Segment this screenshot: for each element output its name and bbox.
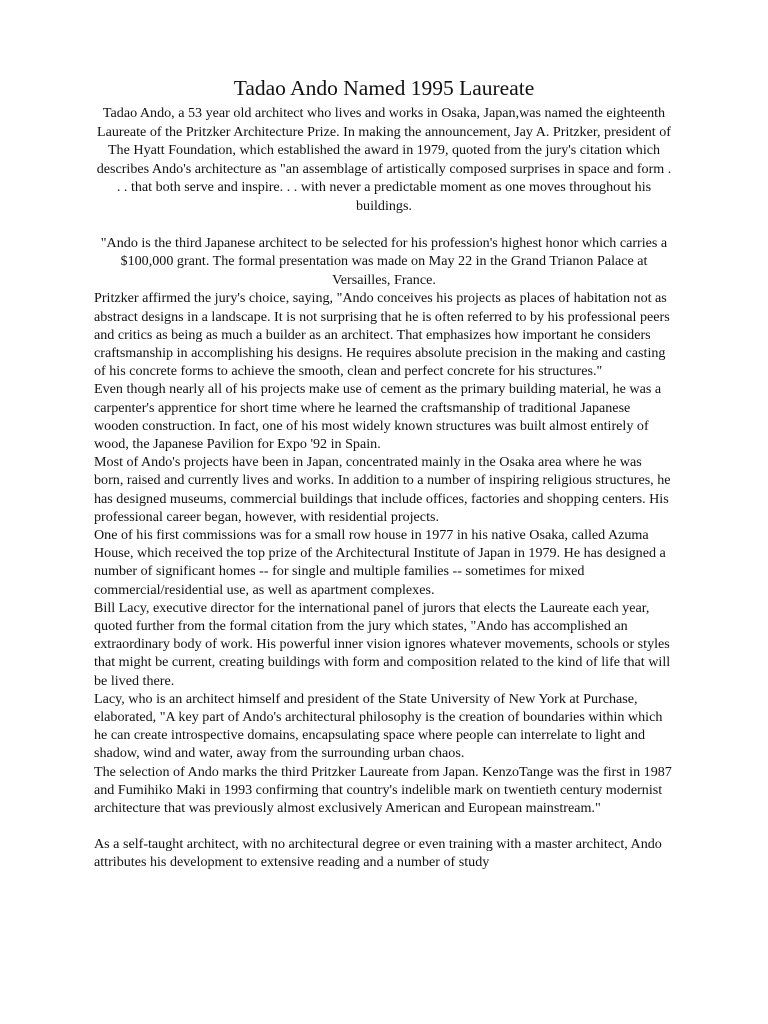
blank-line [94,817,674,835]
blank-line [94,216,674,234]
quote-paragraph: "Ando is the third Japanese architect to be selected for his profession's highest honor which carries a $100,000 grant. The formal presentation was made on May 22 in the Grand Trianon Palace at Versailles, France. [100,234,668,288]
body-paragraph: Most of Ando's projects have been in Japan, concentrated mainly in the Osaka area where he was born, raised and currently lives and works. In addition to a number of inspiring religious structures, he has designed museums, commercial buildings that include offices, factories and shopping centers. His professional career began, however, with residential projects. [94,454,671,525]
body-paragraph: Pritzker affirmed the jury's choice, saying, "Ando conceives his projects as places of habitation not as abstract designs in a landscape. It is not surprising that he is often referred to by his professional peers and critics as being as much a builder as an architect. That emphasizes how important he considers craftsmanship in accomplishing his designs. He requires absolute precision in the making and casting of his concrete forms to achieve the smooth, clean and perfect concrete for his structures." [94,290,670,380]
document-page [94,76,674,872]
document-title: Tadao Ando Named 1995 Laureate [233,76,535,100]
body-paragraph: Even though nearly all of his projects make use of cement as the primary building material, he was a carpenter's apprentice for short time where he learned the craftsmanship of traditional Japanese wooden construction. In fact, one of his most widely known structures was built almost entirely of wood, the Japanese Pavilion for Expo '92 in Spain. [94,381,662,452]
intro-paragraph: Tadao Ando, a 53 year old architect who lives and works in Osaka, Japan,was named the eighteenth Laureate of the Pritzker Architecture Prize. In making the announcement, Jay A. Pritzker, president of The Hyatt Foundation, which established the award in 1979, quoted from the jury's citation which describes Ando's architecture as "an assemblage of artistically composed surprises in space and form . . . that both serve and inspire. . . with never a predictable moment as one moves throughout his buildings. [96,105,672,214]
closing-paragraph: As a self-taught architect, with no architectural degree or even training with a master architect, Ando attributes his development to extensive reading and a number of study [94,836,662,871]
body-paragraph: One of his first commissions was for a small row house in 1977 in his native Osaka, called Azuma House, which received the top prize of the Architectural Institute of Japan in 1979. He has designed a number of significant homes -- for single and multiple families -- sometimes for mixed commercial/residential use, as well as apartment complexes. [94,526,666,598]
body-paragraph: Bill Lacy, executive director for the international panel of jurors that elects the Laureate each year, quoted further from the formal citation from the jury which states, "Ando has accomplished an extraordinary body of work. His powerful inner vision ignores whatever movements, schools or styles that might be current, creating buildings with form and composition related to the kind of life that will be lived there. [94,599,671,689]
body-paragraph: The selection of Ando marks the third Pritzker Laureate from Japan. KenzoTange was the first in 1987 and Fumihiko Maki in 1993 confirming that country's indelible mark on twentieth century modernist architecture that was previously almost exclusively American and European mainstream." [94,763,672,817]
body-paragraph: Lacy, who is an architect himself and president of the State University of New York at Purchase, elaborated, "A key part of Ando's architectural philosophy is the creation of boundaries within which he can create introspective domains, encapsulating space where people can interrelate to light and shadow, wind and water, away from the surrounding urban chaos. [94,690,663,762]
